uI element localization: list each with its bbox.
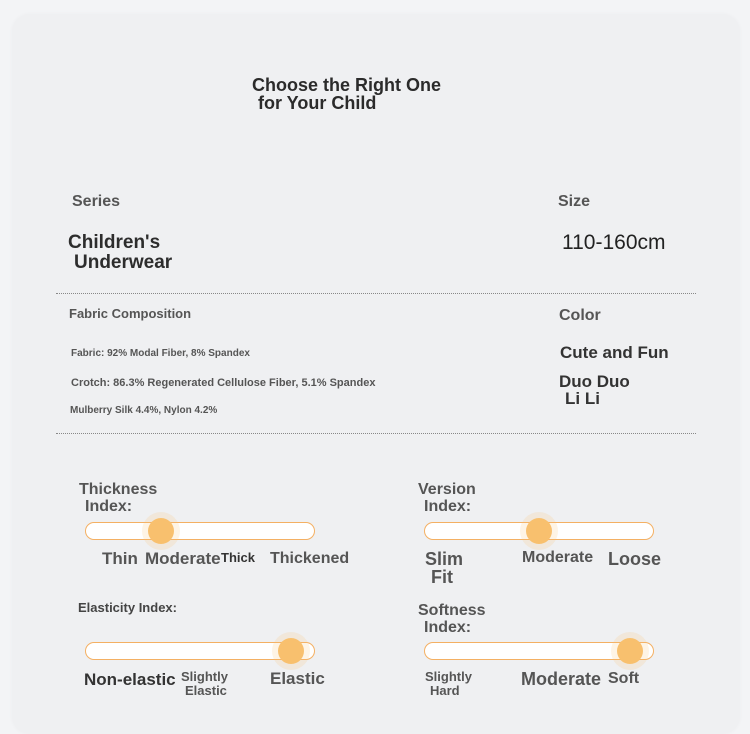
softness-slider[interactable] bbox=[424, 642, 654, 660]
version-slider-knob[interactable] bbox=[526, 518, 552, 544]
thickness-slider[interactable] bbox=[85, 522, 315, 540]
size-value: 110-160cm bbox=[562, 231, 666, 254]
elasticity-index-label: Elasticity Index: bbox=[78, 600, 177, 615]
page-title: Choose the Right One for Your Child bbox=[252, 75, 441, 113]
thickness-index-label: Thickness Index: bbox=[79, 481, 158, 515]
softness-tick-soft: Soft bbox=[608, 670, 640, 687]
elasticity-slider[interactable] bbox=[85, 642, 315, 660]
version-tick-moderate: Moderate bbox=[522, 549, 594, 566]
color-value-2: Duo Duo Li Li bbox=[559, 372, 630, 408]
fabric-line: Fabric: 92% Modal Fiber, 8% Spandex bbox=[71, 348, 250, 359]
thickness-tick-thickened: Thickened bbox=[270, 550, 350, 567]
version-tick-slim-fit: Slim Fit bbox=[425, 549, 464, 587]
size-label: Size bbox=[558, 193, 591, 210]
version-index-label: Version Index: bbox=[418, 481, 476, 515]
thickness-tick-thin: Thin bbox=[102, 549, 138, 568]
color-value-1: Cute and Fun bbox=[560, 343, 669, 362]
color-label: Color bbox=[559, 307, 601, 324]
softness-slider-knob[interactable] bbox=[617, 638, 643, 664]
softness-index-label: Softness Index: bbox=[418, 602, 486, 636]
version-tick-loose: Loose bbox=[608, 549, 662, 569]
softness-tick-moderate: Moderate bbox=[521, 669, 602, 689]
divider bbox=[56, 433, 696, 434]
thickness-tick-thick: Thick bbox=[221, 550, 255, 565]
version-slider[interactable] bbox=[424, 522, 654, 540]
fabric-label: Fabric Composition bbox=[69, 306, 192, 321]
series-value: Children's Underwear bbox=[68, 232, 173, 273]
elasticity-tick-slightly-elastic: Slightly Elastic bbox=[181, 669, 228, 698]
elasticity-slider-knob[interactable] bbox=[278, 638, 304, 664]
series-label: Series bbox=[72, 193, 121, 210]
elasticity-tick-non-elastic: Non-elastic bbox=[84, 670, 176, 689]
product-info-card bbox=[12, 14, 740, 734]
crotch-line: Crotch: 86.3% Regenerated Cellulose Fiber, 5.1% Spandex bbox=[71, 377, 376, 389]
divider bbox=[56, 293, 696, 294]
thickness-tick-moderate: Moderate bbox=[145, 549, 221, 568]
softness-tick-slightly-hard: Slightly Hard bbox=[425, 669, 472, 698]
elasticity-tick-elastic: Elastic bbox=[270, 669, 325, 688]
silk-line: Mulberry Silk 4.4%, Nylon 4.2% bbox=[70, 405, 218, 416]
